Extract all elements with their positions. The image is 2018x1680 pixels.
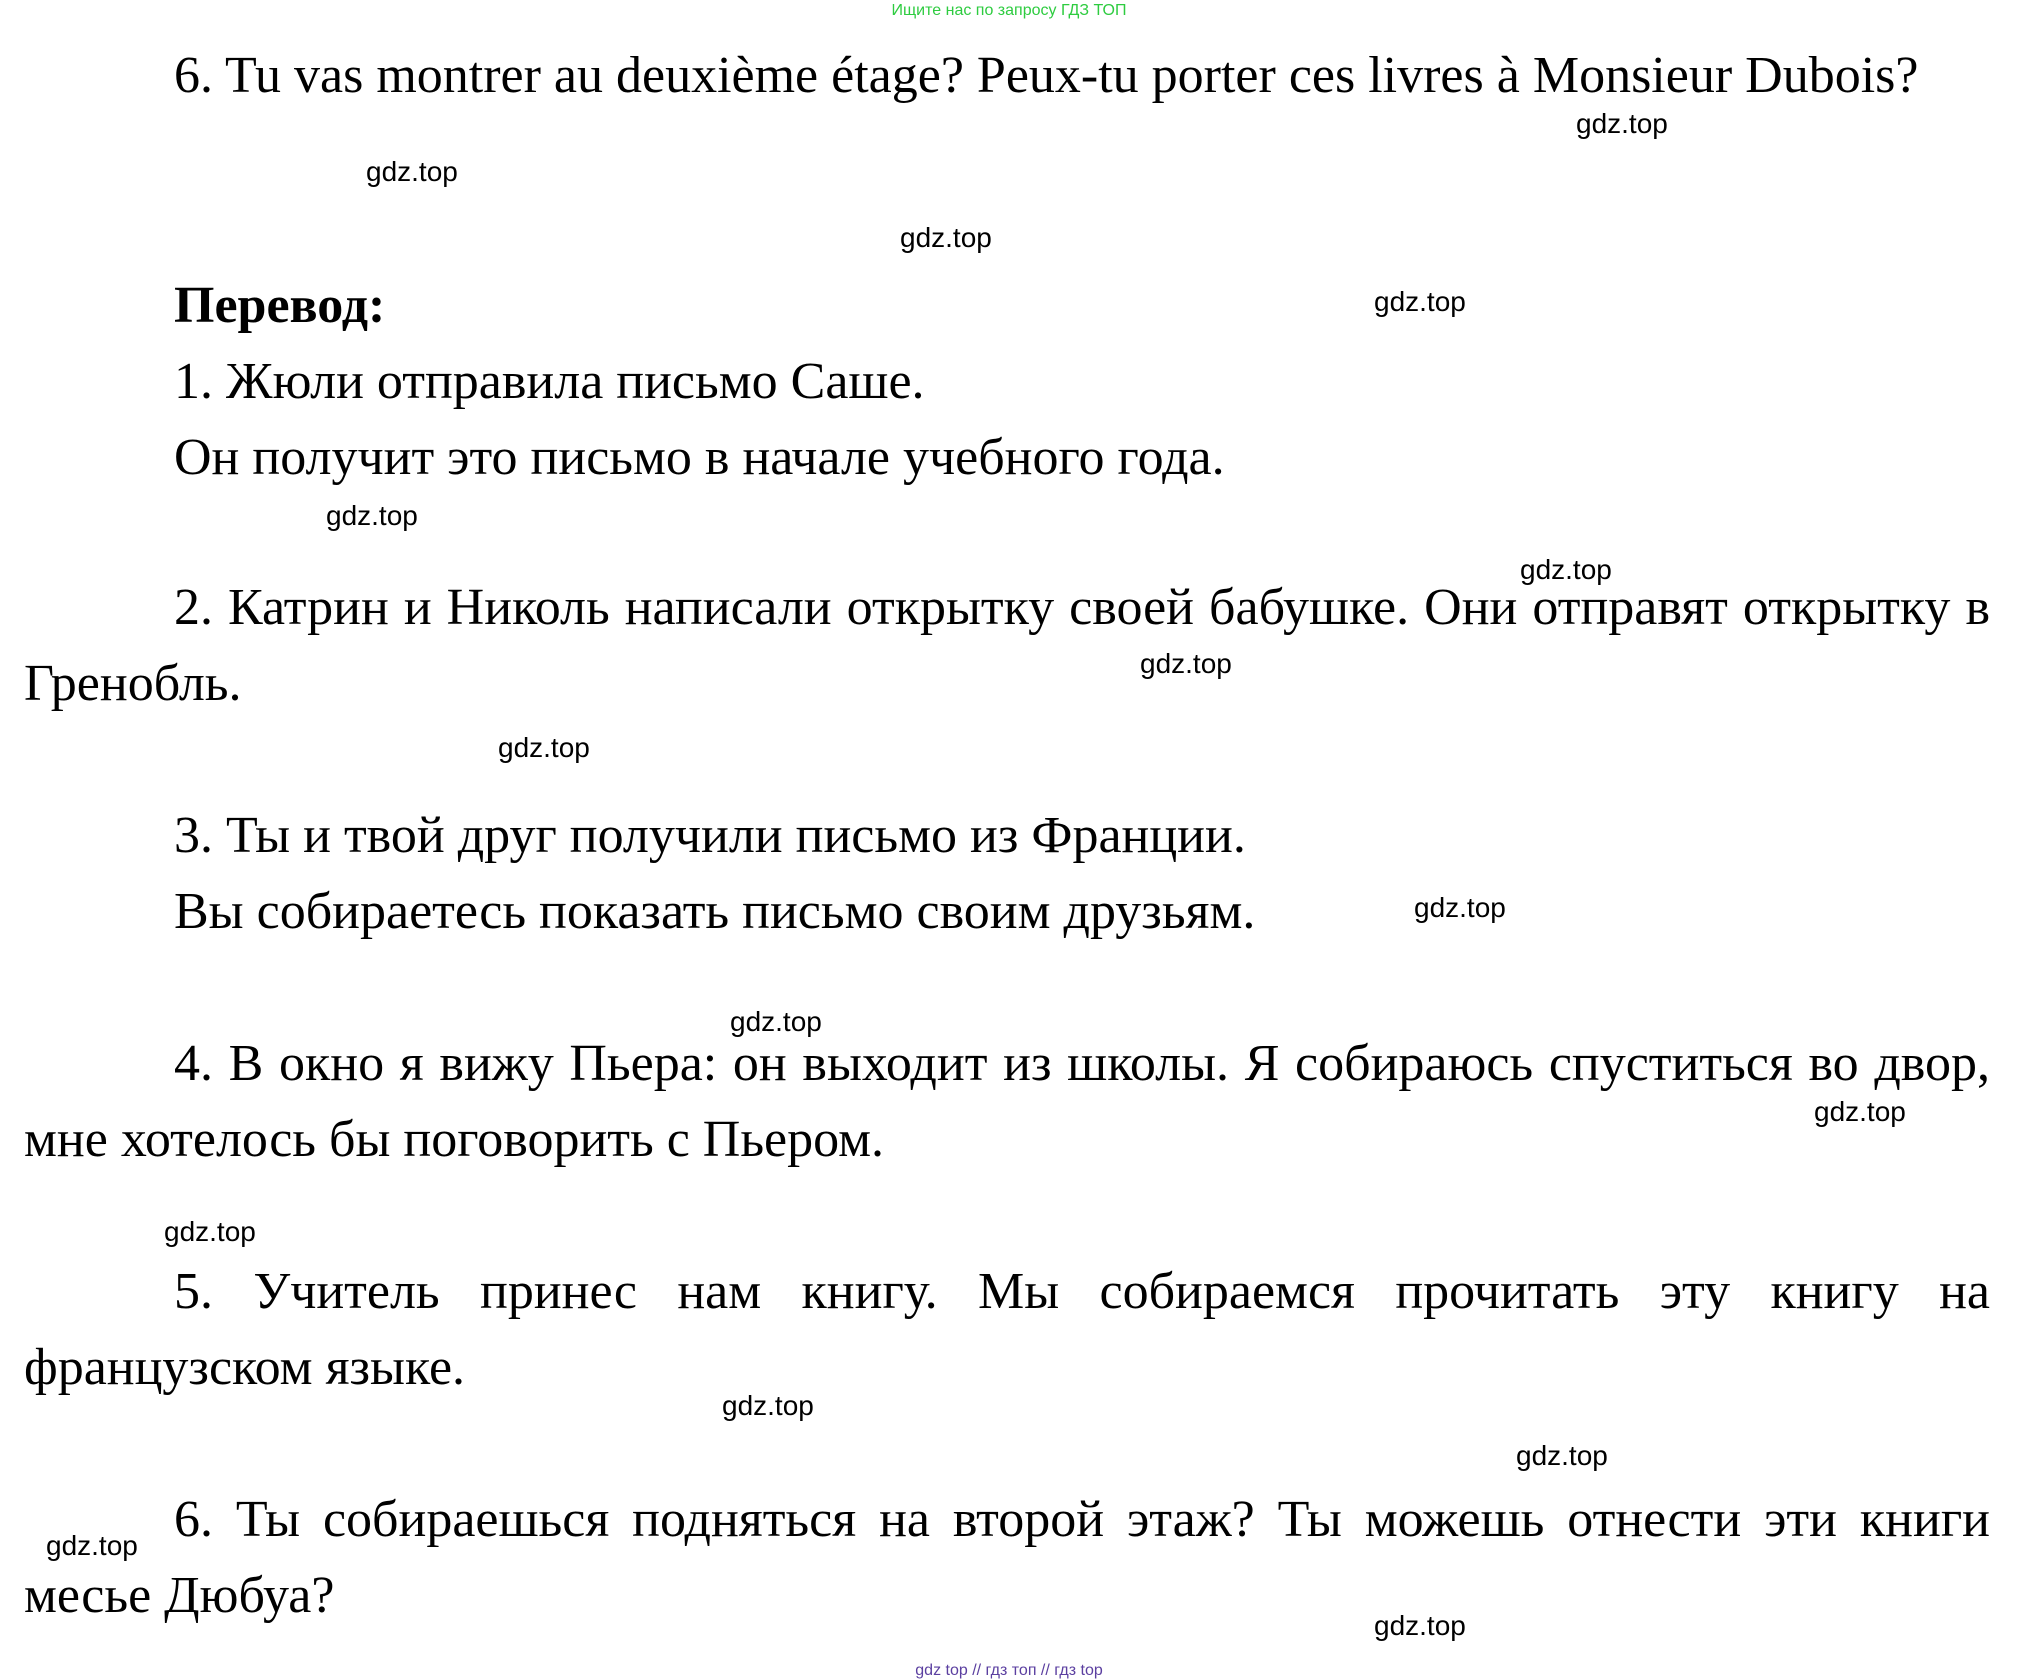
watermark: gdz.top — [366, 156, 458, 187]
watermark: gdz.top — [498, 732, 590, 763]
item-6: 6. Ты собираешься подняться на второй этаж? Ты можешь отнести эти книги месье Дюбуа? — [24, 1491, 1990, 1624]
watermark: gdz.top — [1520, 554, 1612, 585]
item-3-line-1: 3. Ты и твой друг получили письмо из Франции. — [174, 807, 1246, 864]
watermark: gdz.top — [722, 1390, 814, 1421]
watermark: gdz.top — [46, 1530, 138, 1561]
watermark: gdz.top — [730, 1006, 822, 1037]
item-1-line-1: 1. Жюли отправила письмо Саше. — [174, 353, 925, 410]
item-1-line-2: Он получит это письмо в начале учебного года. — [174, 429, 1225, 486]
item-3-line-2: Вы собираетесь показать письмо своим друзьям. — [174, 883, 1256, 940]
watermark: gdz.top — [326, 500, 418, 531]
item-2: 2. Катрин и Николь написали открытку своей бабушке. Они отправят открытку в Гренобль. — [24, 579, 1990, 712]
watermark: gdz.top — [1140, 648, 1232, 679]
watermark: gdz.top — [164, 1216, 256, 1247]
translation-heading: Перевод: — [174, 277, 386, 334]
watermark: gdz.top — [1814, 1096, 1906, 1127]
footer-links: gdz top // гдз топ // гдз top — [915, 1662, 1103, 1679]
top-banner: Ищите нас по запросу ГДЗ ТОП — [891, 2, 1127, 19]
watermark: gdz.top — [900, 222, 992, 253]
item-4: 4. В окно я вижу Пьера: он выходит из школы. Я собираюсь спуститься во двор, мне хотелось бы поговорить с Пьером. — [24, 1035, 1990, 1168]
watermark: gdz.top — [1516, 1440, 1608, 1471]
watermark: gdz.top — [1374, 286, 1466, 317]
item-5: 5. Учитель принес нам книгу. Мы собираемся прочитать эту книгу на французском языке. — [24, 1263, 1990, 1396]
watermark: gdz.top — [1374, 1610, 1466, 1641]
watermark: gdz.top — [1576, 108, 1668, 139]
french-item-6: 6. Tu vas montrer au deuxième étage? Peux-tu porter ces livres à Monsieur Dubois? — [174, 47, 1919, 104]
watermark: gdz.top — [1414, 892, 1506, 923]
